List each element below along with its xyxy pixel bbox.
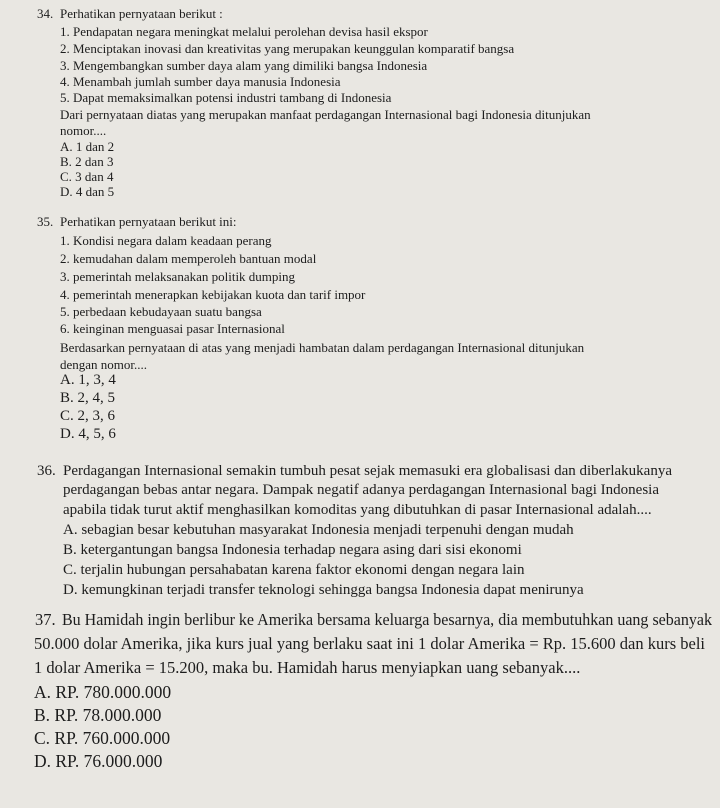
q35-option-c: C. 2, 3, 6 [60, 408, 116, 424]
q35-number: 35. [37, 214, 54, 229]
q36-line-2: perdagangan bebas antar negara. Dampak negatif adanya perdagangan Internasional bagi Indonesia [63, 482, 659, 498]
q35-option-b: B. 2, 4, 5 [60, 390, 116, 406]
q36-line-1: Perdagangan Internasional semakin tumbuh pesat sejak memasuki era globalisasi dan diberlakukanya [63, 463, 672, 479]
q35-question-line-2: dengan nomor.... [60, 357, 148, 372]
q35-statement-3: 3. pemerintah melaksanakan politik dumping [60, 269, 296, 284]
q34-statement-3: 3. Mengembangkan sumber daya alam yang dimiliki bangsa Indonesia [60, 58, 428, 73]
q34-option-d: D. 4 dan 5 [60, 184, 115, 199]
q34-option-a: A. 1 dan 2 [60, 139, 115, 154]
q37-option-c: C. RP. 760.000.000 [34, 728, 171, 748]
q36-number: 36. [37, 463, 56, 479]
q37-line-2: 50.000 dolar Amerika, jika kurs jual yang berlaku saat ini 1 dolar Amerika = Rp. 15.600 dan kurs beli [34, 634, 705, 653]
q34-option-c: C. 3 dan 4 [60, 169, 114, 184]
q35-intro: Perhatikan pernyataan berikut ini: [60, 214, 237, 229]
q34-statement-2: 2. Menciptakan inovasi dan kreativitas yang merupakan keunggulan komparatif bangsa [60, 41, 515, 56]
q34-option-b: B. 2 dan 3 [60, 154, 114, 169]
q37-line-3: 1 dolar Amerika = 15.200, maka bu. Hamidah harus menyiapkan uang sebanyak.... [34, 658, 581, 677]
q34-number: 34. [37, 6, 54, 21]
q34-question-line-2: nomor.... [60, 123, 107, 138]
q35-statement-5: 5. perbedaan kebudayaan suatu bangsa [60, 304, 262, 319]
q35-option-d: D. 4, 5, 6 [60, 426, 116, 442]
q36-option-a: A. sebagian besar kebutuhan masyarakat Indonesia menjadi terpenuhi dengan mudah [63, 522, 574, 538]
q35-question-line-1: Berdasarkan pernyataan di atas yang menjadi hambatan dalam perdagangan Internasional ditunjukan [60, 340, 585, 355]
q34-statement-4: 4. Menambah jumlah sumber daya manusia Indonesia [60, 74, 341, 89]
q36-line-3: apabila tidak turut aktif menghasilkan komoditas yang dibutuhkan di pasar Internasional adalah.... [63, 502, 652, 518]
q37-number: 37. [35, 610, 56, 629]
q37-line-1: Bu Hamidah ingin berlibur ke Amerika bersama keluarga besarnya, dia membutuhkan uang sebanyak [62, 610, 712, 629]
q36-option-c: C. terjalin hubungan persahabatan karena faktor ekonomi dengan negara lain [63, 562, 525, 578]
q35-statement-4: 4. pemerintah menerapkan kebijakan kuota dan tarif impor [60, 287, 366, 302]
q35-statement-6: 6. keinginan menguasai pasar Internasional [60, 321, 285, 336]
q35-statement-1: 1. Kondisi negara dalam keadaan perang [60, 233, 272, 248]
q34-question-line-1: Dari pernyataan diatas yang merupakan manfaat perdagangan Internasional bagi Indonesia ditunjukan [60, 107, 591, 122]
q37-option-d: D. RP. 76.000.000 [34, 751, 163, 771]
q35-statement-2: 2. kemudahan dalam memperoleh bantuan modal [60, 251, 317, 266]
q34-statement-1: 1. Pendapatan negara meningkat melalui perolehan devisa hasil ekspor [60, 24, 428, 39]
q36-option-b: B. ketergantungan bangsa Indonesia terhadap negara asing dari sisi ekonomi [63, 542, 522, 558]
q34-statement-5: 5. Dapat memaksimalkan potensi industri tambang di Indonesia [60, 90, 392, 105]
q36-option-d: D. kemungkinan terjadi transfer teknologi sehingga bangsa Indonesia dapat menirunya [63, 582, 584, 598]
q37-option-a: A. RP. 780.000.000 [34, 682, 172, 702]
q37-option-b: B. RP. 78.000.000 [34, 705, 162, 725]
q34-intro: Perhatikan pernyataan berikut : [60, 6, 223, 21]
q35-option-a: A. 1, 3, 4 [60, 372, 116, 388]
